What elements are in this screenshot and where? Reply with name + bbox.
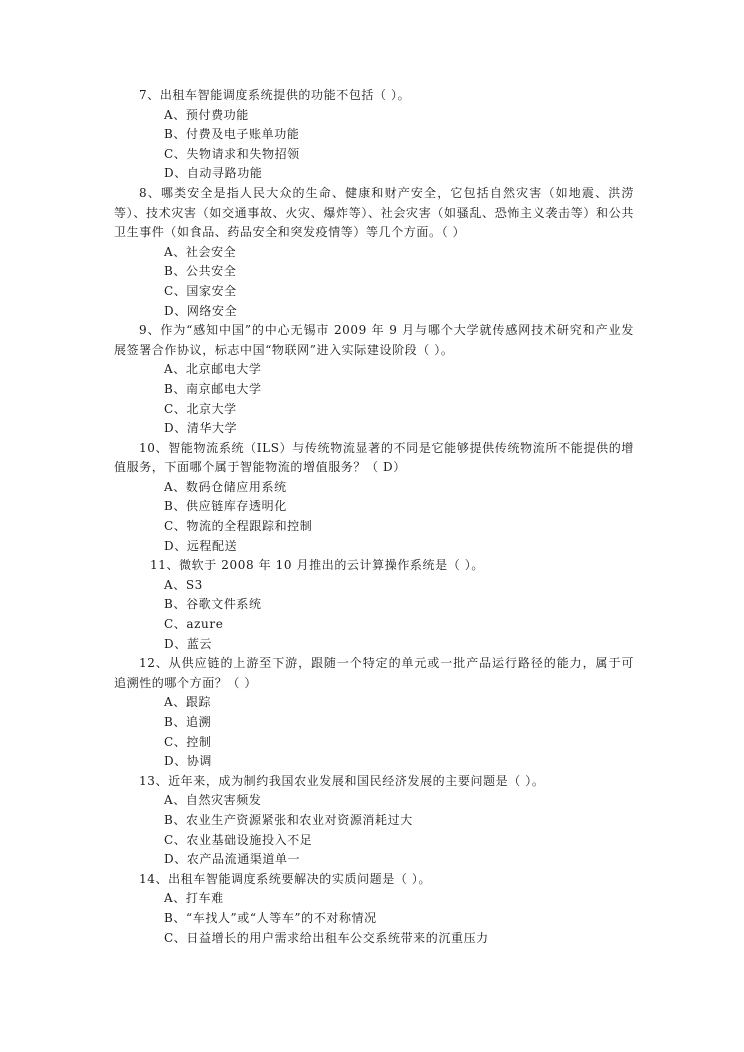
question-11-option-a: A、S3 — [164, 577, 203, 592]
question-10-option-a: A、数码仓储应用系统 — [164, 479, 287, 494]
question-10-option-b: B、供应链库存透明化 — [164, 499, 287, 514]
question-13-option-a: A、自然灾害频发 — [164, 793, 262, 808]
question-8-option-c: C、国家安全 — [164, 283, 237, 298]
question-10: 10、智能物流系统（ILS）与传统物流显著的不同是它能够提供传统物流所不能提供的增值服务，下面哪个属于智能物流的增值服务？（ D） — [114, 440, 634, 475]
question-9-option-b: B、南京邮电大学 — [164, 381, 262, 396]
question-12-option-c: C、控制 — [164, 734, 212, 749]
question-9-option-c: C、北京大学 — [164, 401, 237, 416]
question-9-option-a: A、北京邮电大学 — [164, 362, 262, 377]
question-8: 8、哪类安全是指人民大众的生命、健康和财产安全，它包括自然灾害（如地震、洪涝等）、技术灾害（如交通事故、火灾、爆炸等）、社会灾害（如骚乱、恐怖主义袭击等）和公共卫生事件（如食品、药品安全和突发疫情等）等几个方面。（ ） — [114, 185, 634, 240]
question-list — [114, 86, 634, 948]
question-11-option-d: D、蓝云 — [164, 636, 213, 651]
question-11-option-c: C、azure — [164, 617, 224, 632]
question-10-option-d: D、远程配送 — [164, 538, 238, 553]
question-10-option-c: C、物流的全程跟踪和控制 — [164, 519, 313, 534]
question-8-option-a: A、社会安全 — [164, 244, 237, 259]
question-9-option-d: D、清华大学 — [164, 421, 238, 436]
question-13-option-b: B、农业生产资源紧张和农业对资源消耗过大 — [164, 812, 413, 827]
question-14-option-a: A、打车难 — [164, 891, 224, 906]
question-12-option-b: B、追溯 — [164, 715, 212, 729]
question-8-option-b: B、公共安全 — [164, 264, 237, 279]
question-14: 14、出租车智能调度系统要解决的实质问题是（ ）。 — [139, 871, 432, 886]
question-7-option-a: A、预付费功能 — [164, 107, 249, 122]
question-8-option-d: D、网络安全 — [164, 303, 238, 318]
question-12-option-d: D、协调 — [164, 754, 213, 769]
question-12-option-a: A、跟踪 — [164, 695, 212, 710]
question-11-option-b: B、谷歌文件系统 — [164, 597, 262, 612]
question-7-option-c: C、失物请求和失物招领 — [164, 146, 300, 161]
question-9: 9、作为“感知中国”的中心无锡市 2009 年 9 月与哪个大学就传感网技术研究和产业发展签署合作协议，标志中国“物联网”进入实际建设阶段（ ）。 — [114, 323, 634, 357]
question-12: 12、从供应链的上游至下游，跟随一个特定的单元或一批产品运行路径的能力，属于可追溯性的哪个方面？（ ） — [114, 656, 634, 690]
question-7-option-b: B、付费及电子账单功能 — [164, 127, 300, 142]
question-13: 13、近年来，成为制约我国农业发展和国民经济发展的主要问题是（ ）。 — [139, 773, 545, 788]
question-13-option-c: C、农业基础设施投入不足 — [164, 832, 313, 847]
question-7-option-d: D、自动寻路功能 — [164, 166, 263, 181]
question-13-option-d: D、农产品流通渠道单一 — [164, 852, 301, 867]
question-7: 7、出租车智能调度系统提供的功能不包括（ ）。 — [139, 88, 411, 102]
question-14-option-b: B、“车找人”或“人等车”的不对称情况 — [164, 910, 377, 925]
question-14-option-c: C、日益增长的用户需求给出租车公交系统带来的沉重压力 — [164, 930, 489, 945]
question-11: 11、微软于 2008 年 10 月推出的云计算操作系统是（ ）。 — [150, 558, 484, 573]
